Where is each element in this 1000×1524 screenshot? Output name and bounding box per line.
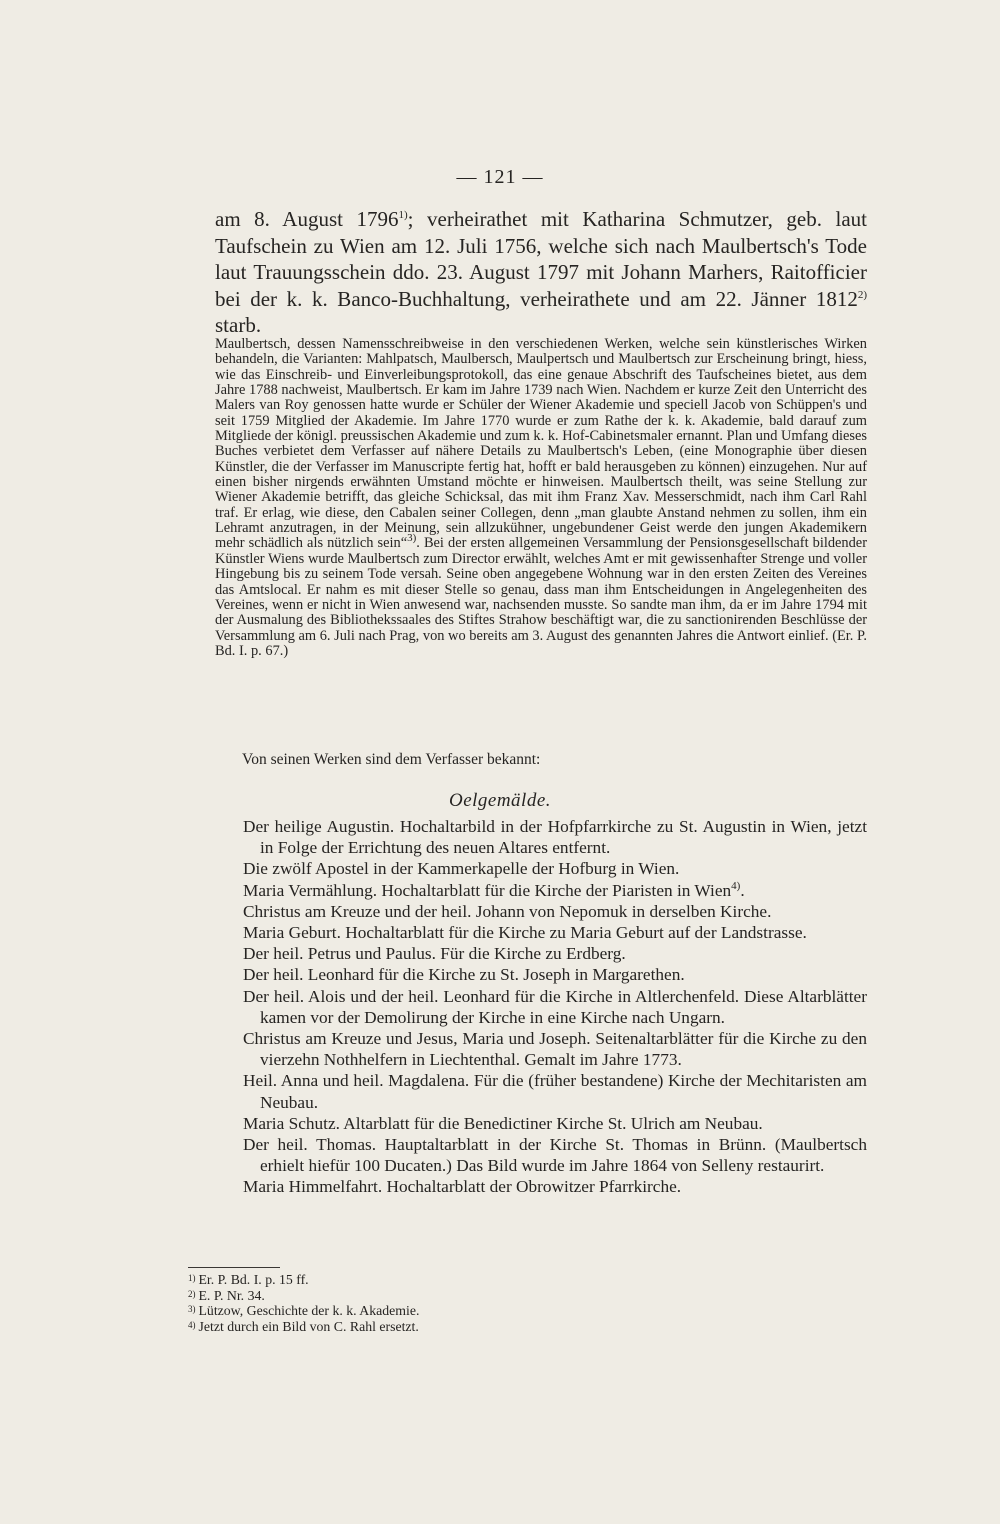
work-item bbox=[243, 1176, 867, 1197]
footnote-item bbox=[188, 1272, 588, 1288]
work-item bbox=[243, 964, 867, 985]
works-list bbox=[243, 816, 867, 1198]
work-item-text: Christus am Kreuze und der heil. Johann von Nepomuk in derselben Kirche. bbox=[243, 901, 772, 921]
work-item bbox=[243, 1134, 867, 1176]
work-item-text: Maria Himmelfahrt. Hochaltarblatt der Obrowitzer Pfarrkirche. bbox=[243, 1177, 682, 1197]
footnote-ref-1: 1) bbox=[398, 209, 408, 221]
footnote-item bbox=[188, 1319, 588, 1335]
biography-text-part1: Maulbertsch, dessen Namensschreibweise in den verschiedenen Werken, welche sein künstlerisches Wirken behandeln, die Varianten: Mahlpatsch, Maulbersch, Maulpertsch und Maulbertsch zur Erscheinung bringt, hiess, wie das Einschreib- und Einverleibungsprotokoll, das eine genaue Abschrift des Taufscheines bietet, aus dem Jahre 1788 nachweist, Maulbertsch. Er kam im Jahre 1739 nach Wien. Nachdem er kurze Zeit den Unterricht des Malers van Roy genossen hatte wurde er Schüler der Wiener Akademie und speciell Jacob von Schüppen's und seit 1759 Mitglied der Akademie. Im Jahre 1770 wurde er zum Rathe der k. k. Akademie, bald darauf zum Mitgliede der königl. preussischen Akademie und zum k. k. Hof-Cabinetsmaler ernannt. Plan und Umfang dieses Buches verbietet dem Verfasser auf nähere Details zu Maulbertsch's Leben, (eine Monographie über diesen Künstler, die der Verfasser im Manuscripte fertig hat, hofft er bald herausgeben zu können) einzugehen. Nur auf einen bisher nirgends erwähnten Umstand möchte er hinweisen. Maulbertsch theilt, was seine Stellung zur Wiener Akademie betrifft, das gleiche Schicksal, das mit ihm Franz Xav. Messerschmidt, nach ihm Carl Rahl traf. Er erlag, wie diese, den Cabalen seiner Collegen, denn „man glaubte Anstand nehmen zu sollen, ihm ein Lehramt anzutragen, in der Meinung, sein allzukühner, ungebundener Geist werde den jungen Akademikern mehr schädlich als nützlich sein“ bbox=[215, 336, 867, 552]
work-item-text: Die zwölf Apostel in der Kammerkapelle der Hofburg in Wien. bbox=[243, 859, 680, 879]
intro-text-start: am 8. August 1796 bbox=[215, 207, 399, 231]
footnote-text: Lützow, Geschichte der k. k. Akademie. bbox=[198, 1303, 420, 1319]
work-item-text: Der heilige Augustin. Hochaltarbild in der Hofpfarrkirche zu St. Augustin in Wien, jetzt in Folge der Errichtung des neuen Altares entfernt. bbox=[243, 817, 867, 858]
work-item bbox=[243, 816, 867, 858]
intro-text-end: starb. bbox=[215, 313, 262, 337]
footnote-item bbox=[188, 1288, 588, 1304]
work-item-text: Der heil. Leonhard für die Kirche zu St. Joseph in Margarethen. bbox=[243, 965, 685, 985]
work-item bbox=[243, 1070, 867, 1112]
work-item bbox=[243, 1113, 867, 1134]
work-item bbox=[243, 880, 867, 901]
footnote-text: Jetzt durch ein Bild von C. Rahl ersetzt. bbox=[198, 1318, 419, 1334]
work-item bbox=[243, 943, 867, 964]
work-item-tail: . bbox=[740, 880, 745, 900]
footnote-divider bbox=[188, 1267, 280, 1268]
footnote-mark: 4) bbox=[188, 1319, 196, 1330]
footnote-ref-4: 4) bbox=[731, 879, 741, 892]
section-title: Oelgemälde. bbox=[448, 790, 552, 811]
footnote-mark: 3) bbox=[188, 1304, 196, 1315]
footnotes bbox=[188, 1272, 588, 1334]
work-item-text: Der heil. Thomas. Hauptaltarblatt in der Kirche St. Thomas in Brünn. (Maulbertsch erhielt hiefür 100 Ducaten.) Das Bild wurde im Jahre 1864 von Selleny restaurirt. bbox=[243, 1135, 867, 1176]
work-item-text: Heil. Anna und heil. Magdalena. Für die (früher bestandene) Kirche der Mechitaristen am Neubau. bbox=[243, 1071, 867, 1112]
work-item bbox=[243, 986, 867, 1028]
intro-paragraph bbox=[215, 206, 867, 339]
work-item bbox=[243, 1028, 867, 1070]
footnote-mark: 1) bbox=[188, 1273, 196, 1283]
page-number: — 121 — bbox=[456, 166, 544, 188]
work-item bbox=[243, 901, 867, 922]
work-item-text: Christus am Kreuze und Jesus, Maria und Joseph. Seitenaltarblätter für die Kirche zu den vierzehn Nothhelfern in Liechtenthal. Gemalt im Jahre 1773. bbox=[243, 1029, 867, 1070]
work-item-text: Der heil. Alois und der heil. Leonhard für die Kirche in Altlerchenfeld. Diese Altarblätter kamen vor der Demolirung der Kirche in eine Kirche nach Ungarn. bbox=[243, 986, 867, 1027]
footnote-item bbox=[188, 1303, 588, 1319]
works-intro: Von seinen Werken sind dem Verfasser bekannt: bbox=[242, 751, 541, 768]
footnote-mark: 2) bbox=[188, 1288, 196, 1299]
biography-text-part2: . Bei der ersten allgemeinen Versammlung der Pensionsgesellschaft bildender Künstler Wiens wurde Maulbertsch zum Director erwählt, welches Amt er mit gewissenhafter Strenge und voller Hingebung bis zu seinem Tode versah. Seine oben angegebene Wohnung war in den ersten Zeiten des Vereines das Amtslocal. Er nahm es mit dieser Stelle so genau, dass man ihm Entscheidungen in Angelegenheiten des Vereines, wenn er nicht in Wien anwesend war, nachsenden musste. So sandte man ihm, da er im Jahre 1794 mit der Ausmalung des Bibliothekssaales des Stiftes Strahow beschäftigt war, die zu sanctionirenden Beschlüsse der Versammlung am 6. Juli nach Prag, von wo bereits am 3. August des genannten Jahres die Antwort einlief. (Er. P. Bd. I. p. 67.) bbox=[215, 535, 867, 659]
work-item-text: Maria Geburt. Hochaltarblatt für die Kirche zu Maria Geburt auf der Landstrasse. bbox=[243, 923, 807, 943]
biography-paragraph bbox=[215, 337, 867, 659]
work-item-text: Maria Schutz. Altarblatt für die Benedictiner Kirche St. Ulrich am Neubau. bbox=[243, 1113, 763, 1133]
intro-text-middle: ; verheirathet mit Katharina Schmutzer, geb. laut Taufschein zu Wien am 12. Juli 1756, welche sich nach Maulbertsch's Tode laut Trauungsschein ddo. 23. August 1797 mit Johann Marhers, Raitofficier bei der k. k. Banco-Buchhaltung, verheirathete und am 22. Jänner 1812 bbox=[215, 207, 867, 311]
footnote-ref-2: 2) bbox=[857, 288, 867, 301]
footnote-text: Er. P. Bd. I. p. 15 ff. bbox=[198, 1272, 309, 1287]
work-item-text: Maria Vermählung. Hochaltarblatt für die Kirche der Piaristen in Wien bbox=[243, 880, 732, 900]
footnote-text: E. P. Nr. 34. bbox=[198, 1287, 265, 1303]
work-item-text: Der heil. Petrus und Paulus. Für die Kirche zu Erdberg. bbox=[243, 944, 626, 964]
work-item bbox=[243, 922, 867, 943]
footnote-ref-3: 3) bbox=[407, 532, 417, 545]
work-item bbox=[243, 858, 867, 879]
